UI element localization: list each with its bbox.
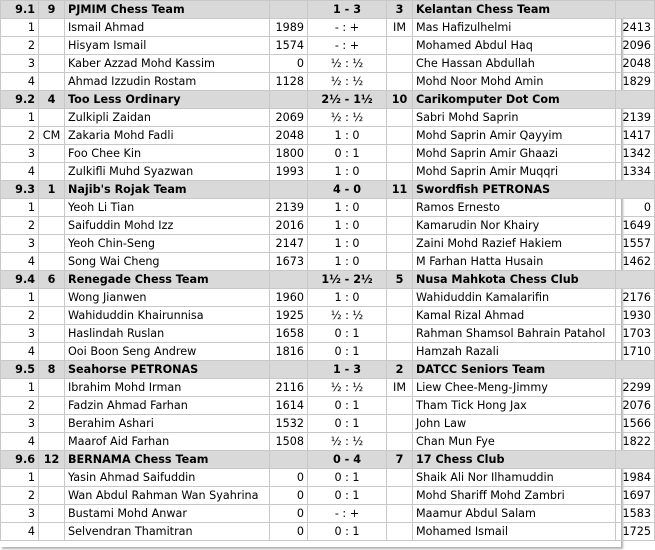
player-a-title [39, 433, 65, 451]
player-a-title [39, 487, 65, 505]
empty-cell [270, 181, 308, 199]
player-b-rating: 1557 [616, 235, 655, 253]
player-a-rating: 1128 [270, 73, 308, 91]
player-b-name: Mohd Saprin Amir Ghaazi [413, 145, 616, 163]
match-header-row [1, 181, 655, 199]
match-round: 9.4 [1, 271, 39, 289]
match-round: 9.2 [1, 91, 39, 109]
game-result: 0 : 1 [308, 415, 387, 433]
game-row [1, 307, 655, 325]
empty-cell [616, 451, 655, 469]
game-result: ½ : ½ [308, 307, 387, 325]
game-row [1, 73, 655, 91]
match-score: 0 - 4 [308, 451, 387, 469]
board-number: 1 [1, 109, 39, 127]
player-b-rating: 1829 [616, 73, 655, 91]
team-a-name: PJMIM Chess Team [65, 1, 270, 19]
player-b-rating: 1649 [616, 217, 655, 235]
game-row [1, 289, 655, 307]
game-row [1, 433, 655, 451]
player-a-name: Song Wai Cheng [65, 253, 270, 271]
game-result: 1 : 0 [308, 199, 387, 217]
player-b-name: Mohd Noor Mohd Amin [413, 73, 616, 91]
match-header-row [1, 271, 655, 289]
game-row [1, 469, 655, 487]
team-a-number: 8 [39, 361, 65, 379]
game-result: 0 : 1 [308, 397, 387, 415]
team-a-number: 6 [39, 271, 65, 289]
game-row [1, 55, 655, 73]
player-a-rating: 1989 [270, 19, 308, 37]
player-b-title [387, 235, 413, 253]
player-a-title [39, 145, 65, 163]
player-a-rating: 1960 [270, 289, 308, 307]
player-b-title [387, 127, 413, 145]
team-a-name: BERNAMA Chess Team [65, 451, 270, 469]
match-score: 1 - 3 [308, 1, 387, 19]
team-a-number: 1 [39, 181, 65, 199]
player-a-rating: 1614 [270, 397, 308, 415]
player-a-rating: 2069 [270, 109, 308, 127]
player-b-name: Rahman Shamsol Bahrain Patahol [413, 325, 616, 343]
team-b-name: Nusa Mahkota Chess Club [413, 271, 616, 289]
game-row [1, 19, 655, 37]
game-row [1, 163, 655, 181]
player-b-name: Kamal Rizal Ahmad [413, 307, 616, 325]
player-a-title [39, 163, 65, 181]
game-result: 1 : 0 [308, 253, 387, 271]
match-header-row [1, 451, 655, 469]
match-round: 9.5 [1, 361, 39, 379]
board-number: 4 [1, 433, 39, 451]
game-row [1, 325, 655, 343]
player-b-rating: 1710 [616, 343, 655, 361]
game-row [1, 415, 655, 433]
team-b-number: 11 [387, 181, 413, 199]
player-b-title [387, 145, 413, 163]
board-number: 2 [1, 397, 39, 415]
game-result: ½ : ½ [308, 379, 387, 397]
board-number: 4 [1, 343, 39, 361]
game-result: 1 : 0 [308, 163, 387, 181]
player-a-rating: 1673 [270, 253, 308, 271]
player-b-rating: 1697 [616, 487, 655, 505]
game-result: ½ : ½ [308, 109, 387, 127]
game-row [1, 253, 655, 271]
board-number: 1 [1, 199, 39, 217]
match-round: 9.3 [1, 181, 39, 199]
team-b-number: 3 [387, 1, 413, 19]
player-b-title [387, 415, 413, 433]
board-number: 1 [1, 379, 39, 397]
board-number: 4 [1, 253, 39, 271]
player-b-rating: 2176 [616, 289, 655, 307]
player-a-name: Ooi Boon Seng Andrew [65, 343, 270, 361]
player-a-title [39, 505, 65, 523]
player-a-name: Wong Jianwen [65, 289, 270, 307]
player-b-title [387, 433, 413, 451]
player-b-rating: 1566 [616, 415, 655, 433]
player-b-name: Kamarudin Nor Khairy [413, 217, 616, 235]
player-a-name: Yeoh Chin-Seng [65, 235, 270, 253]
player-a-rating: 1532 [270, 415, 308, 433]
game-row [1, 127, 655, 145]
player-a-rating: 1816 [270, 343, 308, 361]
team-b-number: 2 [387, 361, 413, 379]
player-a-name: Yeoh Li Tian [65, 199, 270, 217]
player-b-name: John Law [413, 415, 616, 433]
player-b-name: Mohamed Abdul Haq [413, 37, 616, 55]
game-result: 1 : 0 [308, 289, 387, 307]
board-number: 1 [1, 469, 39, 487]
player-b-name: Ramos Ernesto [413, 199, 616, 217]
player-b-rating: 2076 [616, 397, 655, 415]
player-a-name: Wahiduddin Khairunnisa [65, 307, 270, 325]
player-b-name: Shaik Ali Nor Ilhamuddin [413, 469, 616, 487]
team-b-name: DATCC Seniors Team [413, 361, 616, 379]
team-b-name: 17 Chess Club [413, 451, 616, 469]
game-result: 1 : 0 [308, 235, 387, 253]
match-score: 1½ - 2½ [308, 271, 387, 289]
empty-cell [616, 181, 655, 199]
player-a-name: Haslindah Ruslan [65, 325, 270, 343]
empty-cell [270, 91, 308, 109]
match-header-row [1, 361, 655, 379]
pairings-body [1, 1, 655, 541]
player-b-title [387, 505, 413, 523]
match-score: 2½ - 1½ [308, 91, 387, 109]
game-row [1, 397, 655, 415]
player-a-title: CM [39, 127, 65, 145]
board-number: 4 [1, 523, 39, 541]
player-b-title [387, 73, 413, 91]
player-a-title [39, 235, 65, 253]
player-a-title [39, 109, 65, 127]
player-a-rating: 0 [270, 523, 308, 541]
player-a-title [39, 523, 65, 541]
player-b-rating: 2048 [616, 55, 655, 73]
game-result: ½ : ½ [308, 73, 387, 91]
player-b-name: Liew Chee-Meng-Jimmy [413, 379, 616, 397]
team-b-number: 7 [387, 451, 413, 469]
player-a-name: Selvendran Thamitran [65, 523, 270, 541]
game-result: 1 : 0 [308, 127, 387, 145]
player-b-rating: 2413 [616, 19, 655, 37]
player-a-name: Ahmad Izzudin Rostam [65, 73, 270, 91]
player-a-rating: 1658 [270, 325, 308, 343]
player-a-rating: 2147 [270, 235, 308, 253]
player-b-title [387, 397, 413, 415]
player-a-title [39, 289, 65, 307]
player-a-rating: 1993 [270, 163, 308, 181]
board-number: 2 [1, 37, 39, 55]
game-row [1, 217, 655, 235]
player-a-name: Ismail Ahmad [65, 19, 270, 37]
player-a-title [39, 469, 65, 487]
player-a-rating: 1574 [270, 37, 308, 55]
game-result: 0 : 1 [308, 343, 387, 361]
player-a-title [39, 397, 65, 415]
player-a-name: Kaber Azzad Mohd Kassim [65, 55, 270, 73]
board-number: 3 [1, 415, 39, 433]
player-a-name: Foo Chee Kin [65, 145, 270, 163]
player-a-title [39, 415, 65, 433]
player-b-rating: 1822 [616, 433, 655, 451]
game-row [1, 37, 655, 55]
board-number: 3 [1, 325, 39, 343]
board-number: 4 [1, 163, 39, 181]
player-a-rating: 2048 [270, 127, 308, 145]
board-number: 4 [1, 73, 39, 91]
match-score: 1 - 3 [308, 361, 387, 379]
empty-cell [270, 271, 308, 289]
player-a-name: Wan Abdul Rahman Wan Syahrina [65, 487, 270, 505]
player-b-rating: 2096 [616, 37, 655, 55]
player-b-rating: 2299 [616, 379, 655, 397]
player-a-title [39, 325, 65, 343]
team-b-name: Kelantan Chess Team [413, 1, 616, 19]
game-result: 0 : 1 [308, 487, 387, 505]
player-b-rating: 1583 [616, 505, 655, 523]
game-row [1, 145, 655, 163]
player-b-title [387, 109, 413, 127]
player-b-title [387, 523, 413, 541]
player-a-rating: 2139 [270, 199, 308, 217]
player-a-name: Bustami Mohd Anwar [65, 505, 270, 523]
player-a-name: Yasin Ahmad Saifuddin [65, 469, 270, 487]
game-result: - : + [308, 37, 387, 55]
game-result: ½ : ½ [308, 55, 387, 73]
match-header-row [1, 91, 655, 109]
game-row [1, 487, 655, 505]
board-number: 2 [1, 127, 39, 145]
game-result: - : + [308, 19, 387, 37]
game-result: 1 : 0 [308, 217, 387, 235]
player-b-name: Tham Tick Hong Jax [413, 397, 616, 415]
team-b-name: Carikomputer Dot Com [413, 91, 616, 109]
player-b-title [387, 253, 413, 271]
player-b-title [387, 307, 413, 325]
game-row [1, 343, 655, 361]
player-a-rating: 0 [270, 469, 308, 487]
team-a-number: 4 [39, 91, 65, 109]
team-a-name: Renegade Chess Team [65, 271, 270, 289]
player-b-title [387, 163, 413, 181]
player-b-rating: 1984 [616, 469, 655, 487]
team-b-number: 5 [387, 271, 413, 289]
game-result: - : + [308, 505, 387, 523]
empty-cell [270, 451, 308, 469]
player-b-title [387, 217, 413, 235]
player-b-title [387, 289, 413, 307]
team-a-name: Too Less Ordinary [65, 91, 270, 109]
player-b-title [387, 325, 413, 343]
team-b-name: Swordfish PETRONAS [413, 181, 616, 199]
player-b-name: Mohd Saprin Amir Qayyim [413, 127, 616, 145]
player-a-title [39, 73, 65, 91]
player-a-title [39, 19, 65, 37]
player-b-title [387, 469, 413, 487]
player-a-rating: 1800 [270, 145, 308, 163]
player-b-name: Mas Hafizulhelmi [413, 19, 616, 37]
player-b-title: IM [387, 19, 413, 37]
player-a-title [39, 217, 65, 235]
player-a-rating: 0 [270, 487, 308, 505]
player-a-title [39, 37, 65, 55]
player-a-rating: 2016 [270, 217, 308, 235]
game-result: 0 : 1 [308, 325, 387, 343]
board-number: 2 [1, 307, 39, 325]
player-b-rating: 1930 [616, 307, 655, 325]
empty-cell [616, 91, 655, 109]
player-a-rating: 0 [270, 55, 308, 73]
player-a-name: Saifuddin Mohd Izz [65, 217, 270, 235]
game-result: 0 : 1 [308, 469, 387, 487]
board-number: 3 [1, 505, 39, 523]
team-a-name: Najib's Rojak Team [65, 181, 270, 199]
player-a-name: Zakaria Mohd Fadli [65, 127, 270, 145]
player-b-name: Mohd Shariff Mohd Zambri [413, 487, 616, 505]
player-b-name: Chan Mun Fye [413, 433, 616, 451]
player-a-title [39, 343, 65, 361]
player-b-title: IM [387, 379, 413, 397]
player-b-name: Che Hassan Abdullah [413, 55, 616, 73]
player-a-title [39, 199, 65, 217]
player-b-rating: 1703 [616, 325, 655, 343]
match-round: 9.6 [1, 451, 39, 469]
player-b-title [387, 55, 413, 73]
player-a-name: Ibrahim Mohd Irman [65, 379, 270, 397]
player-a-name: Zulkifli Muhd Syazwan [65, 163, 270, 181]
player-a-name: Zulkipli Zaidan [65, 109, 270, 127]
player-b-title [387, 343, 413, 361]
game-row [1, 379, 655, 397]
game-row [1, 235, 655, 253]
game-row [1, 199, 655, 217]
player-b-name: Mohd Saprin Amir Muqqri [413, 163, 616, 181]
player-b-title [387, 199, 413, 217]
player-b-name: Maamur Abdul Salam [413, 505, 616, 523]
game-row [1, 523, 655, 541]
board-number: 3 [1, 55, 39, 73]
player-a-name: Fadzin Ahmad Farhan [65, 397, 270, 415]
player-a-rating: 1925 [270, 307, 308, 325]
board-number: 2 [1, 217, 39, 235]
player-b-rating: 1334 [616, 163, 655, 181]
player-b-title [387, 487, 413, 505]
empty-cell [616, 361, 655, 379]
player-b-rating: 2139 [616, 109, 655, 127]
board-number: 3 [1, 235, 39, 253]
team-a-number: 9 [39, 1, 65, 19]
player-b-title [387, 37, 413, 55]
board-number: 3 [1, 145, 39, 163]
match-round: 9.1 [1, 1, 39, 19]
player-b-name: Mohamed Ismail [413, 523, 616, 541]
player-b-name: Zaini Mohd Razief Hakiem [413, 235, 616, 253]
player-a-name: Hisyam Ismail [65, 37, 270, 55]
game-row [1, 505, 655, 523]
player-b-name: Sabri Mohd Saprin [413, 109, 616, 127]
player-b-name: M Farhan Hatta Husain [413, 253, 616, 271]
player-a-rating: 1508 [270, 433, 308, 451]
player-a-title [39, 307, 65, 325]
game-result: 0 : 1 [308, 523, 387, 541]
empty-cell [616, 1, 655, 19]
player-a-name: Maarof Aid Farhan [65, 433, 270, 451]
team-a-name: Seahorse PETRONAS [65, 361, 270, 379]
player-a-title [39, 55, 65, 73]
board-number: 1 [1, 19, 39, 37]
player-a-title [39, 253, 65, 271]
player-b-rating: 0 [616, 199, 655, 217]
match-header-row [1, 1, 655, 19]
player-b-rating: 1342 [616, 145, 655, 163]
team-b-number: 10 [387, 91, 413, 109]
game-row [1, 109, 655, 127]
empty-cell [270, 361, 308, 379]
player-b-rating: 1462 [616, 253, 655, 271]
player-b-rating: 1417 [616, 127, 655, 145]
empty-cell [616, 271, 655, 289]
board-number: 2 [1, 487, 39, 505]
team-a-number: 12 [39, 451, 65, 469]
player-a-name: Berahim Ashari [65, 415, 270, 433]
board-number: 1 [1, 289, 39, 307]
empty-cell [270, 1, 308, 19]
player-b-name: Hamzah Razali [413, 343, 616, 361]
player-a-title [39, 379, 65, 397]
player-b-rating: 1725 [616, 523, 655, 541]
match-score: 4 - 0 [308, 181, 387, 199]
player-a-rating: 0 [270, 505, 308, 523]
game-result: ½ : ½ [308, 433, 387, 451]
player-a-rating: 2116 [270, 379, 308, 397]
game-result: 0 : 1 [308, 145, 387, 163]
player-b-name: Wahiduddin Kamalarifin [413, 289, 616, 307]
